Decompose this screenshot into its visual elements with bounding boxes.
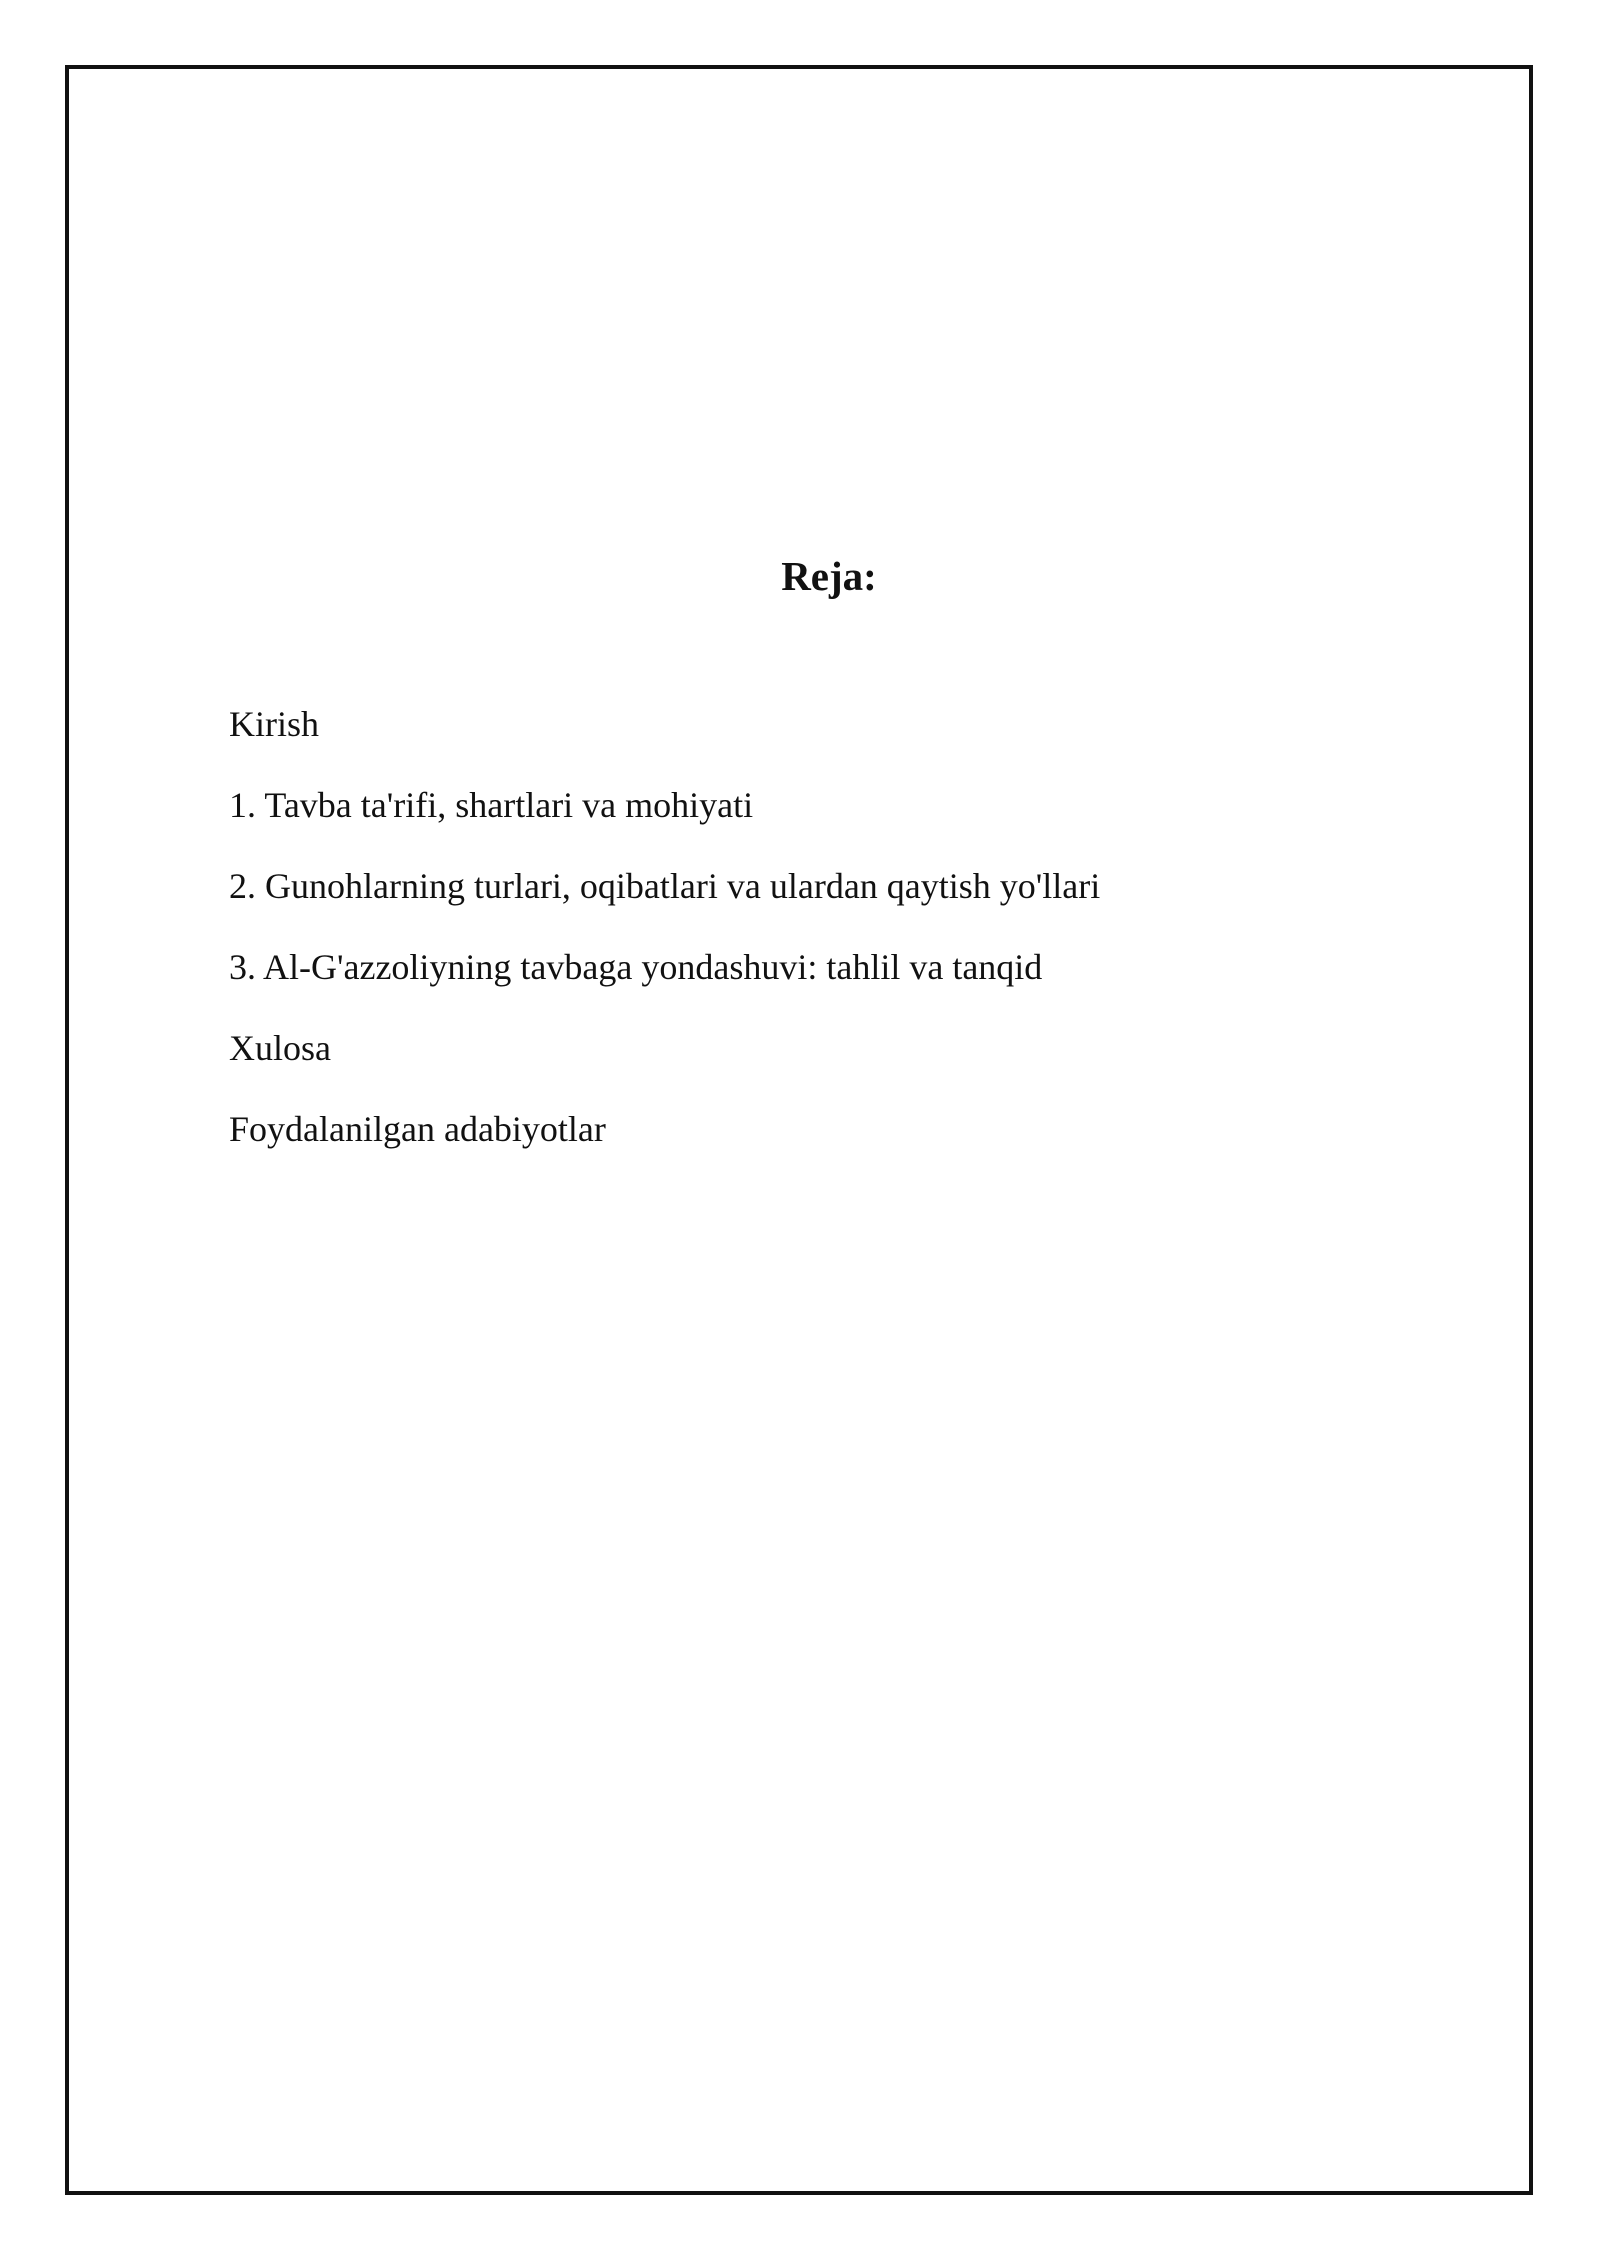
plan-item-conclusion: Xulosa (229, 1028, 331, 1068)
plan-item-introduction: Kirish (229, 704, 319, 744)
page-title: Reja: (781, 553, 877, 599)
plan-item-2: 2. Gunohlarning turlari, oqibatlari va ulardan qaytish yo'llari (229, 866, 1101, 906)
plan-item-1: 1. Tavba ta'rifi, shartlari va mohiyati (229, 785, 754, 825)
plan-item-3: 3. Al-G'azzoliyning tavbaga yondashuvi: tahlil va tanqid (229, 947, 1043, 987)
plan-list (229, 700, 1100, 1186)
plan-item-references: Foydalanilgan adabiyotlar (229, 1109, 606, 1149)
